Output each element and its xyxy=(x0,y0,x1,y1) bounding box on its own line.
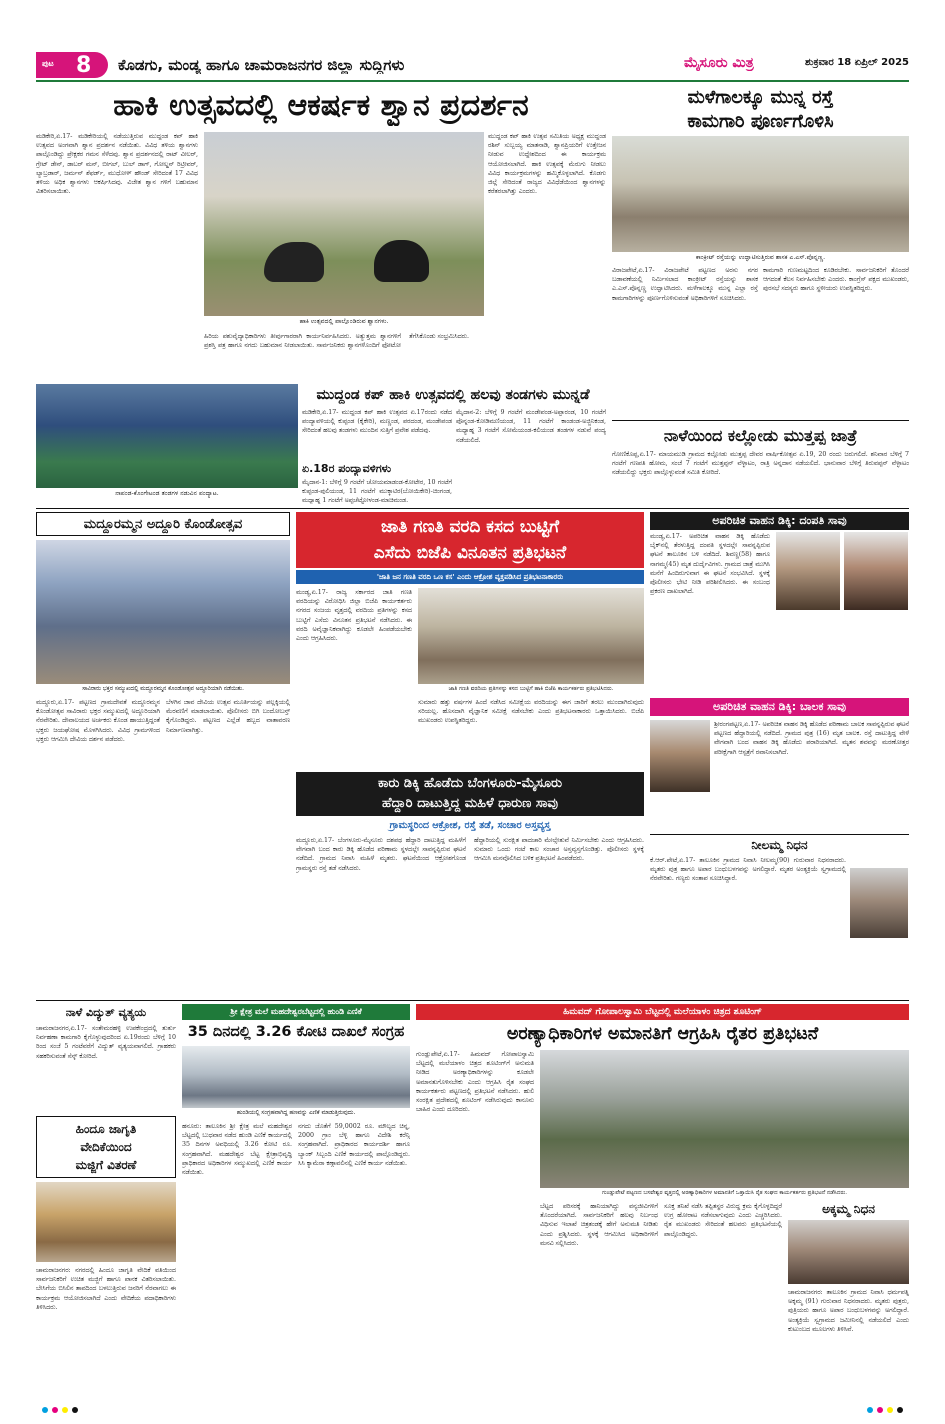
hundi-col2: ನಗದು ಜೊತೆಗೆ 59,0002 ರೂ. ಮೌಲ್ಯದ ಚಿನ್ನ, 2000 ಗ್ರಾಂ ಬೆಳ್ಳಿ ಹಾಗೂ ವಿದೇಶಿ ಕರೆನ್ಸಿ ಸಂಗ್ರಹವಾಗಿದೆ. ಪ್ರಾಧಿಕಾರದ ಕಾರ್ಯದರ್ಶಿ ಹಾಗೂ ಬ್ಯಾಂಕ್ ಸಿಬ್ಬಂದಿ ಎಣಿಕೆ ಕಾರ್ಯದಲ್ಲಿ ಪಾಲ್ಗೊಂಡಿದ್ದರು. ಸಿಸಿ ಕ್ಯಾಮೆರಾ ಕಣ್ಗಾವಲಿನಲ್ಲಿ ಎಣಿಕೆ ಕಾರ್ಯ ನಡೆಯಿತು. xyxy=(298,1123,410,1167)
dog-show-photo xyxy=(204,132,484,316)
reg-dot xyxy=(867,1407,873,1413)
headline-car-line2: ಹೆದ್ದಾರಿ ದಾಟುತ್ತಿದ್ದ ಮಹಿಳೆ ಧಾರುಣ ಸಾವು xyxy=(381,796,559,811)
car-accident-col2: ಹೆದ್ದಾರಿಯಲ್ಲಿ ಸುರಕ್ಷಿತ ಪಾದಚಾರಿ ಮೇಲ್ಸೇತುವೆ ನಿರ್ಮಿಸಬೇಕು ಎಂದು ಆಗ್ರಹಿಸಿದರು. ಸುಮಾರು ಒಂದು ಗಂಟೆ ಕಾಲ ಸಂಚಾರ ಅಸ್ತವ್ಯಸ್ತಗೊಂಡಿತ್ತು. ಪೊಲೀಸರು ಸ್ಥಳಕ್ಕೆ ಆಗಮಿಸಿ ಮನವೊಲಿಸಿದ ಬಳಿಕ ಪ್ರತಿಭಟನೆ ಹಿಂಪಡೆದರು. xyxy=(474,837,644,863)
bjp-kicker: 'ಜಾತಿ ಜನ ಗಣತಿ ವರದಿ ಒಣ ಕಸ' ಎಂದು ಆಕ್ರೋಶ ವ್ಯಕ್ತಪಡಿಸಿದ ಪ್ರತಿಭಟನಾಕಾರರು xyxy=(296,570,644,584)
car-accident-headline-box xyxy=(296,772,644,816)
reg-dot xyxy=(62,1407,68,1413)
page-number: 8 xyxy=(76,53,92,78)
headline-road-line2: ಕಾಮಗಾರಿ ಪೂರ್ಣಗೊಳಿಸಿ xyxy=(687,111,834,132)
dog-show-col1: ಮಡಿಕೇರಿ,ಏ.17- ಮಡಿಕೇರಿಯಲ್ಲಿ ನಡೆಯುತ್ತಿರುವ ಮುದ್ದಂಡ ಕಪ್ ಹಾಕಿ ಉತ್ಸವದ ಅಂಗವಾಗಿ ಶ್ವಾನ ಪ್ರದರ್ಶನ ನಡೆಯಿತು. ವಿವಿಧ ತಳಿಯ ಶ್ವಾನಗಳು ಪಾಲ್ಗೊಂಡಿದ್ದು ಪ್ರೇಕ್ಷಕರ ಗಮನ ಸೆಳೆದವು. ಶ್ವಾನ ಪ್ರದರ್ಶನದಲ್ಲಿ ರಾಟ್ ವೀಲರ್, ಗ್ರೇಟ್ ಡೇನ್, ಡಾಬರ್ ಮನ್, ಬೀಗಲ್, ಬುಲ್ ಡಾಗ್, ಗೋಲ್ಡನ್ ರಿಟ್ರೀವರ್, ಲ್ಯಾಬ್ರಡಾರ್, ಜರ್ಮನ್ ಶೆಫರ್ಡ್, ಮುಧೋಳ್ ಹೌಂಡ್ ಸೇರಿದಂತೆ 17 ವಿವಿಧ ತಳಿಯ ಅಧಿಕ ಶ್ವಾನಗಳು ಆಕರ್ಷಿಸಿದವು. ವಿಜೇತ ಶ್ವಾನ ಗಳಿಗೆ ಬಹುಮಾನ ವಿತರಿಸಲಾಯಿತು. xyxy=(36,133,198,196)
headline-car-line1: ಕಾರು ಡಿಕ್ಕಿ ಹೊಡೆದು ಬೆಂಗಳೂರು-ಮೈಸೂರು xyxy=(377,776,563,791)
hundi-photo-caption: ಹುಂಡಿಯಲ್ಲಿ ಸಂಗ್ರಹವಾಗಿದ್ದ ಹಣವನ್ನು ಎಣಿಕೆ ಮಾಡುತ್ತಿರುವುದು. xyxy=(236,1110,356,1116)
headline-accident-couple: ಅಪರಿಚಿತ ವಾಹನ ಡಿಕ್ಕಿ: ದಂಪತಿ ಸಾವು xyxy=(650,512,909,530)
headline-hundi: 35 ದಿನದಲ್ಲಿ 3.26 ಕೋಟಿ ದಾಖಲೆ ಸಂಗ್ರಹ xyxy=(187,1024,405,1040)
maddur-photo-caption: ಸಾವಿರಾರು ಭಕ್ತರ ಸಮ್ಮುಖದಲ್ಲಿ ಮದ್ದೂರಮ್ಮನ ಕೊಂಡೋತ್ಸವ ಅದ್ದೂರಿಯಾಗಿ ನಡೆಯಿತು. xyxy=(82,686,244,692)
headline-road-line1: ಮಳೆಗಾಲಕ್ಕೂ ಮುನ್ನ ರಸ್ತೆ xyxy=(687,87,834,108)
hockey-subhead: ಏ.18ರ ಪಂದ್ಯಾವಳಿಗಳು xyxy=(302,462,392,475)
neelamma-text: ಕೆ.ಆರ್.ಪೇಟೆ,ಏ.17- ತಾಲೂಕಿನ ಗ್ರಾಮದ ನಿವಾಸಿ ನೀಲಮ್ಮ(90) ಗುರುವಾರ ನಿಧನರಾದರು. ಮೃತರು ಪುತ್ರ ಹಾಗೂ ಅಪಾರ ಬಂಧುಬಳಗವನ್ನು ಅಗಲಿದ್ದಾರೆ. ಮೃತರ ಅಂತ್ಯಕ್ರಿಯೆ ಸ್ವಗ್ರಾಮದಲ್ಲಿ ನೆರವೇರಿತು. ಗಣ್ಯರು ಸಂತಾಪ ಸೂಚಿಸಿದ್ದಾರೆ. xyxy=(650,857,846,883)
headline-dog-show: ಹಾಕಿ ಉತ್ಸವದಲ್ಲಿ ಆಕರ್ಷಕ ಶ್ವಾನ ಪ್ರದರ್ಶನ xyxy=(113,88,529,123)
reg-dot xyxy=(887,1407,893,1413)
road-work-col2: ಕಾಮಗಾರಿ ಗುಣಮಟ್ಟದಿಂದ ಕೂಡಿರಬೇಕು. ಸಾರ್ವಜನಿಕರಿಗೆ ತೊಂದರೆ ಆಗದಂತೆ ಕೆಲಸ ನಿರ್ವಹಿಸಬೇಕು ಎಂದರು. ಕಾಂಗ್ರೆಸ್ ಪಕ್ಷದ ಮುಖಂಡರು, ಪುರಸಭೆ ಸದಸ್ಯರು ಹಾಗೂ ಸ್ಥಳೀಯರು ಉಪಸ್ಥಿತರಿದ್ದರು. xyxy=(763,267,909,293)
headline-bjp-line1: ಜಾತಿ ಗಣತಿ ವರದಿ ಕಸದ ಬುಟ್ಟಿಗೆ xyxy=(380,517,560,537)
reg-dot xyxy=(877,1407,883,1413)
road-work-photo xyxy=(612,136,909,252)
dog-show-col3: ಹಿರಿಯ ಪಶುವೈದ್ಯಾಧಿಕಾರಿಗಳು ತೀರ್ಪುಗಾರರಾಗಿ ಕಾರ್ಯನಿರ್ವಹಿಸಿದರು. ಅತ್ಯುತ್ತಮ ಶ್ವಾನಗಳಿಗೆ ಪ್ರಶಸ್ತಿ ಪತ್ರ ಹಾಗೂ ನಗದು ಬಹುಮಾನ ನೀಡಲಾಯಿತು. ಸಾರ್ವಜನಿಕರು ಶ್ವಾನಗಳೊಂದಿಗೆ ಫೋಟೋ ತೆಗೆಸಿಕೊಂಡು ಸಂಭ್ರಮಿಸಿದರು. xyxy=(204,333,469,350)
footer-registration-marks xyxy=(36,1404,909,1416)
section-title: ಕೊಡಗು, ಮಂಡ್ಯ ಹಾಗೂ ಚಾಮರಾಜನಗರ ಜಿಲ್ಲಾ ಸುದ್ದಿಗಳು xyxy=(118,56,405,74)
headline-hindu-line1: ಹಿಂದೂ ಜಾಗೃತಿ xyxy=(75,1122,137,1136)
headline-shooting: ಅರಣ್ಯಾಧಿಕಾರಿಗಳ ಅಮಾನತಿಗೆ ಆಗ್ರಹಿಸಿ ರೈತರ ಪ್ರತಿಭಟನೆ xyxy=(506,1024,819,1044)
headline-power-cut: ನಾಳೆ ವಿದ್ಯುತ್ ವ್ಯತ್ಯಯ xyxy=(65,1006,147,1019)
divider xyxy=(36,508,909,509)
hindu-jagruti-text: ಚಾಮರಾಜನಗರ: ನಗರದಲ್ಲಿ ಹಿಂದೂ ಜಾಗೃತಿ ವೇದಿಕೆ ವತಿಯಿಂದ ಸಾರ್ವಜನಿಕರಿಗೆ ಉಚಿತ ಮಜ್ಜಿಗೆ ಹಾಗೂ ಪಾನಕ ವಿತರಿಸಲಾಯಿತು. ಬೇಸಿಗೆಯ ಬಿಸಿಲಿನ ತಾಪದಿಂದ ಬಳಲುತ್ತಿರುವ ಜನರಿಗೆ ನೆರವಾಗಲು ಈ ಕಾರ್ಯಕ್ರಮ ಆಯೋಜಿಸಲಾಗಿದೆ ಎಂದು ವೇದಿಕೆಯ ಪದಾಧಿಕಾರಿಗಳು ತಿಳಿಸಿದರು. xyxy=(36,1267,176,1311)
reg-dot xyxy=(42,1407,48,1413)
headline-kalloda: ನಾಳೆಯಿಂದ ಕಲ್ಲೋಡು ಮುತ್ತಪ್ಪ ಜಾತ್ರೆ xyxy=(663,426,858,445)
reg-dot xyxy=(897,1407,903,1413)
dog-show-col2: ಮುದ್ದಂಡ ಕಪ್ ಹಾಕಿ ಉತ್ಸವ ಸಮಿತಿಯ ಅಧ್ಯಕ್ಷ ಮುದ್ದಂಡ ರಶಿನ್ ಸುಬ್ಬಯ್ಯ ಮಾತನಾಡಿ, ಶ್ವಾನಪ್ರಿಯರಿಗೆ ಉತ್ತೇಜನ ನೀಡುವ ಉದ್ದೇಶದಿಂದ ಈ ಕಾರ್ಯಕ್ರಮ ಆಯೋಜಿಸಲಾಗಿದೆ. ಹಾಕಿ ಉತ್ಸವಕ್ಕೆ ಮೆರುಗು ನೀಡಲು ವಿವಿಧ ಕಾರ್ಯಕ್ರಮಗಳನ್ನು ಹಮ್ಮಿಕೊಳ್ಳಲಾಗಿದೆ. ಕೊಡಗು ಜಿಲ್ಲೆ ಸೇರಿದಂತೆ ರಾಜ್ಯದ ವಿವಿಧೆಡೆಯಿಂದ ಶ್ವಾನಗಳನ್ನು ಕರೆತರಲಾಗಿತ್ತು ಎಂದರು. xyxy=(488,133,606,196)
headline-neelamma: ನೀಲಮ್ಮ ನಿಧನ xyxy=(751,838,808,852)
victim-photo-2 xyxy=(844,532,908,610)
dog-silhouette xyxy=(374,240,429,282)
shooting-photo xyxy=(540,1050,909,1188)
akkamma-text: ಚಾಮರಾಜನಗರ: ತಾಲೂಕಿನ ಗ್ರಾಮದ ನಿವಾಸಿ ಧರ್ಮಪತ್ನಿ ಅಕ್ಕಮ್ಮ (91) ಗುರುವಾರ ನಿಧನರಾದರು. ಮೃತರು ಪುತ್ರರು, ಪುತ್ರಿಯರು ಹಾಗೂ ಅಪಾರ ಬಂಧುಬಳಗವನ್ನು ಅಗಲಿದ್ದಾರೆ. ಅಂತ್ಯಕ್ರಿಯೆ ಸ್ವಗ್ರಾಮದ ಜಮೀನಿನಲ್ಲಿ ನಡೆಯಲಿದೆ ಎಂದು ಕುಟುಂಬದ ಮೂಲಗಳು ತಿಳಿಸಿವೆ. xyxy=(788,1289,909,1333)
hockey-col3: ಮೈದಾನ-2: ಬೆಳಿಗ್ಗೆ 9 ಗಂಟೆಗೆ ಮಂಡೇಪಂಡ-ಅಪ್ಪಾರಂಡ, 10 ಗಂಟೆಗೆ ಪೊನ್ನಂಡ-ಕೋಡಿಮಣಿಯಂಡ, 11 ಗಂಟೆಗೆ ಕಾಂಡಂಡ-ಅಜ್ಜಿನಿಕಂಡ, ಮಧ್ಯಾಹ್ನ 3 ಗಂಟೆಗೆ ಸೋಮೆಯಂಡ-ಕಲಿಯಂಡ ತಂಡಗಳ ನಡುವೆ ಪಂದ್ಯ ನಡೆಯಲಿದೆ. xyxy=(456,409,606,444)
bjp-headline-box xyxy=(296,512,644,568)
masthead-rule xyxy=(36,80,909,82)
akkamma-photo xyxy=(788,1220,909,1284)
headline-hindu-line3: ಮಜ್ಜಿಗೆ ವಿತರಣೆ xyxy=(75,1158,137,1172)
bjp-col2: ಸುಮಾರು ಹತ್ತು ವರ್ಷಗಳ ಹಿಂದೆ ನಡೆಸಿದ ಸಮೀಕ್ಷೆಯ ವರದಿಯನ್ನು ಈಗ ಜಾರಿಗೆ ತರಲು ಮುಂದಾಗಿರುವುದು ಸರಿಯಲ್ಲ. ಹೊಸದಾಗಿ ವೈಜ್ಞಾನಿಕ ಸಮೀಕ್ಷೆ ನಡೆಸಬೇಕು ಎಂದು ಪ್ರತಿಭಟನಾಕಾರರು ಒತ್ತಾಯಿಸಿದರು. ಬಿಜೆಪಿ ಮುಖಂಡರು ಉಪಸ್ಥಿತರಿದ್ದರು. xyxy=(418,699,644,725)
headline-bjp-line2: ಎಸೆದು ಬಿಜೆಪಿ ವಿನೂತನ ಪ್ರತಿಭಟನೆ xyxy=(373,543,567,563)
boy-photo xyxy=(650,720,710,792)
issue-date: ಶುಕ್ರವಾರ 18 ಏಪ್ರಿಲ್ 2025 xyxy=(804,57,909,68)
maddur-photo xyxy=(36,540,290,684)
bjp-photo-caption: ಜಾತಿ ಗಣತಿ ವರದಿಯ ಪ್ರತಿಗಳನ್ನು ಕಸದ ಬುಟ್ಟಿಗೆ ಹಾಕಿ ಬಿಜೆಪಿ ಕಾರ್ಯಕರ್ತರು ಪ್ರತಿಭಟಿಸಿದರು. xyxy=(448,686,614,692)
car-accident-col1: ಮದ್ದೂರು,ಏ.17- ಬೆಂಗಳೂರು-ಮೈಸೂರು ದಶಪಥ ಹೆದ್ದಾರಿ ದಾಟುತ್ತಿದ್ದ ಮಹಿಳೆಗೆ ವೇಗವಾಗಿ ಬಂದ ಕಾರು ಡಿಕ್ಕಿ ಹೊಡೆದ ಪರಿಣಾಮ ಸ್ಥಳದಲ್ಲೇ ಸಾವನ್ನಪ್ಪಿರುವ ಘಟನೆ ನಡೆದಿದೆ. ಗ್ರಾಮದ ನಿವಾಸಿ ಮಹಿಳೆ ಮೃತರು. ಘಟನೆಯಿಂದ ಆಕ್ರೋಶಗೊಂಡ ಗ್ರಾಮಸ್ಥರು ರಸ್ತೆ ತಡೆ ನಡೆಸಿದರು. xyxy=(296,837,466,872)
hockey-photo-caption: ನಾಪಂಡ-ಕೊಂಗೇಟಂಡ ತಂಡಗಳ ನಡುವಿನ ಪಂದ್ಯಾಟ. xyxy=(115,490,219,497)
reg-dot xyxy=(72,1407,78,1413)
headline-accident-boy: ಅಪರಿಚಿತ ವಾಹನ ಡಿಕ್ಕಿ: ಬಾಲಕ ಸಾವು xyxy=(650,698,909,716)
hundi-col1: ಹನೂರು: ತಾಲೂಕಿನ ಶ್ರೀ ಕ್ಷೇತ್ರ ಮಲೆ ಮಹದೇಶ್ವರ ಬೆಟ್ಟದಲ್ಲಿ ಬುಧವಾರ ನಡೆದ ಹುಂಡಿ ಎಣಿಕೆ ಕಾರ್ಯದಲ್ಲಿ 35 ದಿನಗಳ ಅವಧಿಯಲ್ಲಿ 3.26 ಕೋಟಿ ರೂ. ಸಂಗ್ರಹವಾಗಿದೆ. ಮಹದೇಶ್ವರ ಬೆಟ್ಟ ಕ್ಷೇತ್ರಾಭಿವೃದ್ಧಿ ಪ್ರಾಧಿಕಾರದ ಅಧಿಕಾರಿಗಳ ಸಮ್ಮುಖದಲ್ಲಿ ಎಣಿಕೆ ಕಾರ್ಯ ನಡೆಯಿತು. xyxy=(182,1123,292,1177)
power-cut-text: ಚಾಮರಾಜನಗರ,ಏ.17- ಸಂತೇಮರಹಳ್ಳಿ ಉಪಕೇಂದ್ರದಲ್ಲಿ ತುರ್ತು ನಿರ್ವಹಣಾ ಕಾಮಗಾರಿ ಕೈಗೊಳ್ಳುವುದರಿಂದ ಏ.19ರಂದು ಬೆಳಿಗ್ಗೆ 10 ರಿಂದ ಸಂಜೆ 5 ಗಂಟೆವರೆಗೆ ವಿದ್ಯುತ್ ವ್ಯತ್ಯಯವಾಗಲಿದೆ. ಗ್ರಾಹಕರು ಸಹಕರಿಸುವಂತೆ ಸೆಸ್ಕ್ ಕೋರಿದೆ. xyxy=(36,1025,176,1060)
hockey-col2: ಮೈದಾನ-1: ಬೆಳಿಗ್ಗೆ 9 ಗಂಟೆಗೆ ಚೋಯಮಾಡಂಡ-ಕೋಟೇರ, 10 ಗಂಟೆಗೆ ಕುಪ್ಪಂಡ-ಪುಲಿಯಂಡ, 11 ಗಂಟೆಗೆ ಮುಕ್ಕಾಟಿರ(ಬೋಯಿಕೇರಿ)-ಚಿಂಗಂಡ, ಮಧ್ಯಾಹ್ನ 1 ಗಂಟೆಗೆ ಅಪ್ಪಚೆಟ್ಟೋಳಂಡ-ಮಾಚಿಮಂಡ. xyxy=(302,479,452,504)
headline-hockey: ಮುದ್ದಂಡ ಕಪ್ ಹಾಕಿ ಉತ್ಸವದಲ್ಲಿ ಹಲವು ತಂಡಗಳು ಮುನ್ನಡೆ xyxy=(316,387,590,403)
maddur-col1: ಮದ್ದೂರು,ಏ.17- ಪಟ್ಟಣದ ಗ್ರಾಮದೇವತೆ ಮದ್ದೂರಮ್ಮನ ಕೊಂಡೋತ್ಸವ ಸಾವಿರಾರು ಭಕ್ತರ ಸಮ್ಮುಖದಲ್ಲಿ ಅದ್ದೂರಿಯಾಗಿ ನೆರವೇರಿತು. ದೇವಾಲಯದ ಅರ್ಚಕರು ಕೊಂಡ ಹಾಯುತ್ತಿದ್ದಂತೆ ಭಕ್ತರು ಜಯಘೋಷ ಮೊಳಗಿಸಿದರು. ವಿವಿಧ ಗ್ರಾಮಗಳಿಂದ ಭಕ್ತರು ಆಗಮಿಸಿ ದೇವಿಯ ದರ್ಶನ ಪಡೆದರು. xyxy=(36,699,160,743)
bjp-photo xyxy=(418,588,644,684)
masthead xyxy=(36,52,909,78)
dog-silhouette xyxy=(264,242,324,282)
hockey-col1: ಮಡಿಕೇರಿ,ಏ.17- ಮುದ್ದಂಡ ಕಪ್ ಹಾಕಿ ಉತ್ಸವದ ಏ.17ರಂದು ನಡೆದ ಪಂದ್ಯಾವಳಿಯಲ್ಲಿ ಕುಪ್ಪಂಡ (ಕೈಕೇರಿ), ಮಣ್ಣಂಡ, ಪರದಂಡ, ಮಂಡೇಪಂಡ ಸೇರಿದಂತೆ ಹಲವು ತಂಡಗಳು ಮುಂದಿನ ಸುತ್ತಿಗೆ ಪ್ರವೇಶ ಪಡೆದವು. xyxy=(302,409,452,435)
neelamma-photo xyxy=(850,868,908,938)
car-accident-subhead: ಗ್ರಾಮಸ್ಥರಿಂದ ಆಕ್ರೋಶ, ರಸ್ತೆ ತಡೆ, ಸಂಚಾರ ಅಸ್ತವ್ಯಸ್ತ xyxy=(389,820,551,831)
maddur-col2: ಬೆಳಗಿನ ಜಾವ ದೇವಿಯ ಉತ್ಸವ ಮೂರ್ತಿಯನ್ನು ಪಲ್ಲಕ್ಕಿಯಲ್ಲಿ ಮೆರವಣಿಗೆ ಮಾಡಲಾಯಿತು. ಪೊಲೀಸರು ಬಿಗಿ ಬಂದೋಬಸ್ತ್ ಕೈಗೊಂಡಿದ್ದರು. ಪಟ್ಟಣದ ಎಲ್ಲೆಡೆ ಹಬ್ಬದ ವಾತಾವರಣ ನಿರ್ಮಾಣವಾಗಿತ್ತು. xyxy=(166,699,290,734)
dog-show-photo-caption: ಹಾಕಿ ಉತ್ಸವದಲ್ಲಿ ಪಾಲ್ಗೊಂಡಿರುವ ಶ್ವಾನಗಳು. xyxy=(299,318,389,325)
hindu-jagruti-photo xyxy=(36,1182,176,1262)
divider xyxy=(612,420,909,421)
divider xyxy=(650,834,909,835)
paper-name: ಮೈಸೂರು ಮಿತ್ರ xyxy=(684,55,754,71)
page-label: ಪುಟ xyxy=(42,59,54,68)
divider xyxy=(36,1000,909,1001)
accident-boy-text: ಶ್ರೀರಂಗಪಟ್ಟಣ,ಏ.17- ಅಪರಿಚಿತ ವಾಹನ ಡಿಕ್ಕಿ ಹೊಡೆದ ಪರಿಣಾಮ ಬಾಲಕ ಸಾವನ್ನಪ್ಪಿರುವ ಘಟನೆ ಪಟ್ಟಣದ ಹೆದ್ದಾರಿಯಲ್ಲಿ ನಡೆದಿದೆ. ಗ್ರಾಮದ ಪುತ್ರ (16) ಮೃತ ಬಾಲಕ. ರಸ್ತೆ ದಾಟುತ್ತಿದ್ದ ವೇಳೆ ವೇಗವಾಗಿ ಬಂದ ವಾಹನ ಡಿಕ್ಕಿ ಹೊಡೆದು ಪರಾರಿಯಾಗಿದೆ. ಮೃತನ ಶವವನ್ನು ಮರಣೋತ್ತರ ಪರೀಕ್ಷೆಗಾಗಿ ಆಸ್ಪತ್ರೆಗೆ ರವಾನಿಸಲಾಗಿದೆ. xyxy=(714,721,909,756)
hundi-kicker: ಶ್ರೀ ಕ್ಷೇತ್ರ ಮಲೆ ಮಹದೇಶ್ವರಬೆಟ್ಟದಲ್ಲಿ ಹುಂಡಿ ಎಣಿಕೆ xyxy=(182,1004,410,1020)
bjp-col1: ಮಂಡ್ಯ,ಏ.17- ರಾಜ್ಯ ಸರ್ಕಾರದ ಜಾತಿ ಗಣತಿ ವರದಿಯನ್ನು ವಿರೋಧಿಸಿ ಜಿಲ್ಲಾ ಬಿಜೆಪಿ ಕಾರ್ಯಕರ್ತರು ನಗರದ ಸಂಜಯ ವೃತ್ತದಲ್ಲಿ ವರದಿಯ ಪ್ರತಿಗಳನ್ನು ಕಸದ ಬುಟ್ಟಿಗೆ ಎಸೆದು ವಿನೂತನ ಪ್ರತಿಭಟನೆ ನಡೆಸಿದರು. ಈ ವರದಿ ಅವೈಜ್ಞಾನಿಕವಾಗಿದ್ದು ಕೂಡಲೇ ಹಿಂಪಡೆಯಬೇಕು ಎಂದು ಆಗ್ರಹಿಸಿದರು. xyxy=(296,589,412,643)
reg-dot xyxy=(52,1407,58,1413)
headline-hindu-line2: ವೇದಿಕೆಯಿಂದ xyxy=(80,1140,132,1154)
road-work-col1: ವಿರಾಜಪೇಟೆ,ಏ.17- ವಿರಾಜಪೇಟೆ ಪಟ್ಟಣದ ಅರಸು ನಗರ ಬಡಾವಣೆಯಲ್ಲಿ ನಿರ್ಮಿಸಲಾದ ಕಾಂಕ್ರೀಟ್ ರಸ್ತೆಯನ್ನು ಶಾಸಕ ಎ.ಎಸ್.ಪೊನ್ನಣ್ಣ ಉದ್ಘಾಟಿಸಿದರು. ಮಳೆಗಾಲಕ್ಕೂ ಮುನ್ನ ಎಲ್ಲಾ ರಸ್ತೆ ಕಾಮಗಾರಿಗಳನ್ನು ಪೂರ್ಣಗೊಳಿಸುವಂತೆ ಅಧಿಕಾರಿಗಳಿಗೆ ಸೂಚಿಸಿದರು. xyxy=(612,267,758,302)
accident-couple-text: ಮಂಡ್ಯ,ಏ.17- ಅಪರಿಚಿತ ವಾಹನ ಡಿಕ್ಕಿ ಹೊಡೆದು ಬೈಕ್‌ನಲ್ಲಿ ತೆರಳುತ್ತಿದ್ದ ದಂಪತಿ ಸ್ಥಳದಲ್ಲೇ ಸಾವನ್ನಪ್ಪಿರುವ ಘಟನೆ ತಾಲೂಕಿನ ಬಳಿ ನಡೆದಿದೆ. ಶಿವಣ್ಣ(58) ಹಾಗೂ ನಾಗಮ್ಮ(45) ಮೃತ ದುರ್ದೈವಿಗಳು. ಗ್ರಾಮದ ಜಾತ್ರೆ ಮುಗಿಸಿ ಮನೆಗೆ ಹಿಂದಿರುಗುವಾಗ ಈ ಘಟನೆ ಸಂಭವಿಸಿದೆ. ಸ್ಥಳಕ್ಕೆ ಪೊಲೀಸರು ಭೇಟಿ ನೀಡಿ ಪರಿಶೀಲಿಸಿದರು. ಈ ಸಂಬಂಧ ಪ್ರಕರಣ ದಾಖಲಾಗಿದೆ. xyxy=(650,533,770,596)
road-work-photo-caption: ಕಾಂಕ್ರೀಟ್ ರಸ್ತೆಯನ್ನು ಉದ್ಘಾಟಿಸುತ್ತಿರುವ ಶಾಸಕ ಎ.ಎಸ್.ಪೊನ್ನಣ್ಣ. xyxy=(695,254,826,261)
headline-maddur: ಮದ್ದೂರಮ್ಮನ ಅದ್ದೂರಿ ಕೊಂಡೋತ್ಸವ xyxy=(36,512,290,536)
page-number-badge xyxy=(36,52,108,78)
hockey-photo xyxy=(36,384,298,488)
victim-photo-1 xyxy=(776,532,840,610)
kalloda-text: ಗೋಣಿಕೊಪ್ಪ,ಏ.17- ಮಾಯಮುಡಿ ಗ್ರಾಮದ ಕಲ್ಲೋಡು ಮುತ್ತಪ್ಪ ದೇವರ ವಾರ್ಷಿಕೋತ್ಸವ ಏ.19, 20 ರಂದು ಜರುಗಲಿದೆ. ಶನಿವಾರ ಬೆಳಿಗ್ಗೆ 7 ಗಂಟೆಗೆ ಗಣಪತಿ ಹೋಮ, ಸಂಜೆ 7 ಗಂಟೆಗೆ ಮುತ್ತಪ್ಪನ್ ವೆಳ್ಳಾಟಂ, ರಾತ್ರಿ ಅನ್ನದಾನ ನಡೆಯಲಿದೆ. ಭಾನುವಾರ ಬೆಳಿಗ್ಗೆ ತಿರುವಪ್ಪನ್ ವೆಳ್ಳಾಟಂ ನಡೆಯಲಿದ್ದು ಭಕ್ತರು ಪಾಲ್ಗೊಳ್ಳುವಂತೆ ಸಮಿತಿ ಕೋರಿದೆ. xyxy=(612,451,909,477)
hundi-photo xyxy=(182,1046,410,1108)
shooting-col2: ಬೆಟ್ಟದ ಪರಿಸರಕ್ಕೆ ಹಾನಿಯಾಗಿದ್ದು ವನ್ಯಜೀವಿಗಳಿಗೆ ತೊಂದರೆಯಾಗಿದೆ. ಸಾರ್ವಜನಿಕರಿಗೆ ಹಲವು ನಿರ್ಬಂಧ ವಿಧಿಸುವ ಇಲಾಖೆ ಚಿತ್ರತಂಡಕ್ಕೆ ಹೇಗೆ ಅನುಮತಿ ನೀಡಿತು ಎಂದು ಪ್ರಶ್ನಿಸಿದರು. ಸ್ಥಳಕ್ಕೆ ಆಗಮಿಸಿದ ಅಧಿಕಾರಿಗಳಿಗೆ ಮನವಿ ಸಲ್ಲಿಸಿದರು. xyxy=(540,1203,658,1247)
shooting-col3: ಸೂಕ್ತ ತನಿಖೆ ನಡೆಸಿ ತಪ್ಪಿತಸ್ಥರ ವಿರುದ್ಧ ಕ್ರಮ ಕೈಗೊಳ್ಳದಿದ್ದರೆ ಉಗ್ರ ಹೋರಾಟ ನಡೆಸಲಾಗುವುದು ಎಂದು ಎಚ್ಚರಿಸಿದರು. ರೈತ ಮುಖಂಡರು ಸೇರಿದಂತೆ ಹಲವರು ಪ್ರತಿಭಟನೆಯಲ್ಲಿ ಪಾಲ್ಗೊಂಡಿದ್ದರು. xyxy=(664,1203,782,1238)
shooting-col1: ಗುಂಡ್ಲುಪೇಟೆ,ಏ.17- ಹಿಮವದ್ ಗೋಪಾಲಸ್ವಾಮಿ ಬೆಟ್ಟದಲ್ಲಿ ಮಲೆಯಾಳಂ ಚಿತ್ರದ ಶೂಟಿಂಗ್‌ಗೆ ಅನುಮತಿ ನೀಡಿದ ಅರಣ್ಯಾಧಿಕಾರಿಗಳನ್ನು ಕೂಡಲೇ ಅಮಾನತುಗೊಳಿಸಬೇಕು ಎಂದು ಆಗ್ರಹಿಸಿ ರೈತ ಸಂಘದ ಕಾರ್ಯಕರ್ತರು ಪಟ್ಟಣದಲ್ಲಿ ಪ್ರತಿಭಟನೆ ನಡೆಸಿದರು. ಹುಲಿ ಸಂರಕ್ಷಿತ ಪ್ರದೇಶದಲ್ಲಿ ಶೂಟಿಂಗ್ ನಡೆಸಿರುವುದು ಕಾನೂನು ಬಾಹಿರ ಎಂದು ದೂರಿದರು. xyxy=(416,1051,534,1114)
hindu-jagruti-headline xyxy=(36,1116,176,1178)
shooting-photo-caption: ಗುಂಡ್ಲುಪೇಟೆ ಪಟ್ಟಣದ ಬಸವೇಶ್ವರ ವೃತ್ತದಲ್ಲಿ ಅರಣ್ಯಾಧಿಕಾರಿಗಳ ಅಮಾನತಿಗೆ ಒತ್ತಾಯಿಸಿ ರೈತ ಸಂಘದ ಕಾರ್ಯಕರ್ತರು ಪ್ರತಿಭಟನೆ ನಡೆಸಿದರು. xyxy=(601,1190,848,1196)
headline-akkamma: ಅಕ್ಕಮ್ಮ ನಿಧನ xyxy=(822,1202,875,1216)
accident-couple-text-cont xyxy=(776,614,909,694)
shooting-kicker: ಹಿಮವದ್ ಗೋಪಾಲಸ್ವಾಮಿ ಬೆಟ್ಟದಲ್ಲಿ ಮಲೆಯಾಳಂ ಚಿತ್ರದ ಶೂಟಿಂಗ್ xyxy=(416,1004,909,1020)
